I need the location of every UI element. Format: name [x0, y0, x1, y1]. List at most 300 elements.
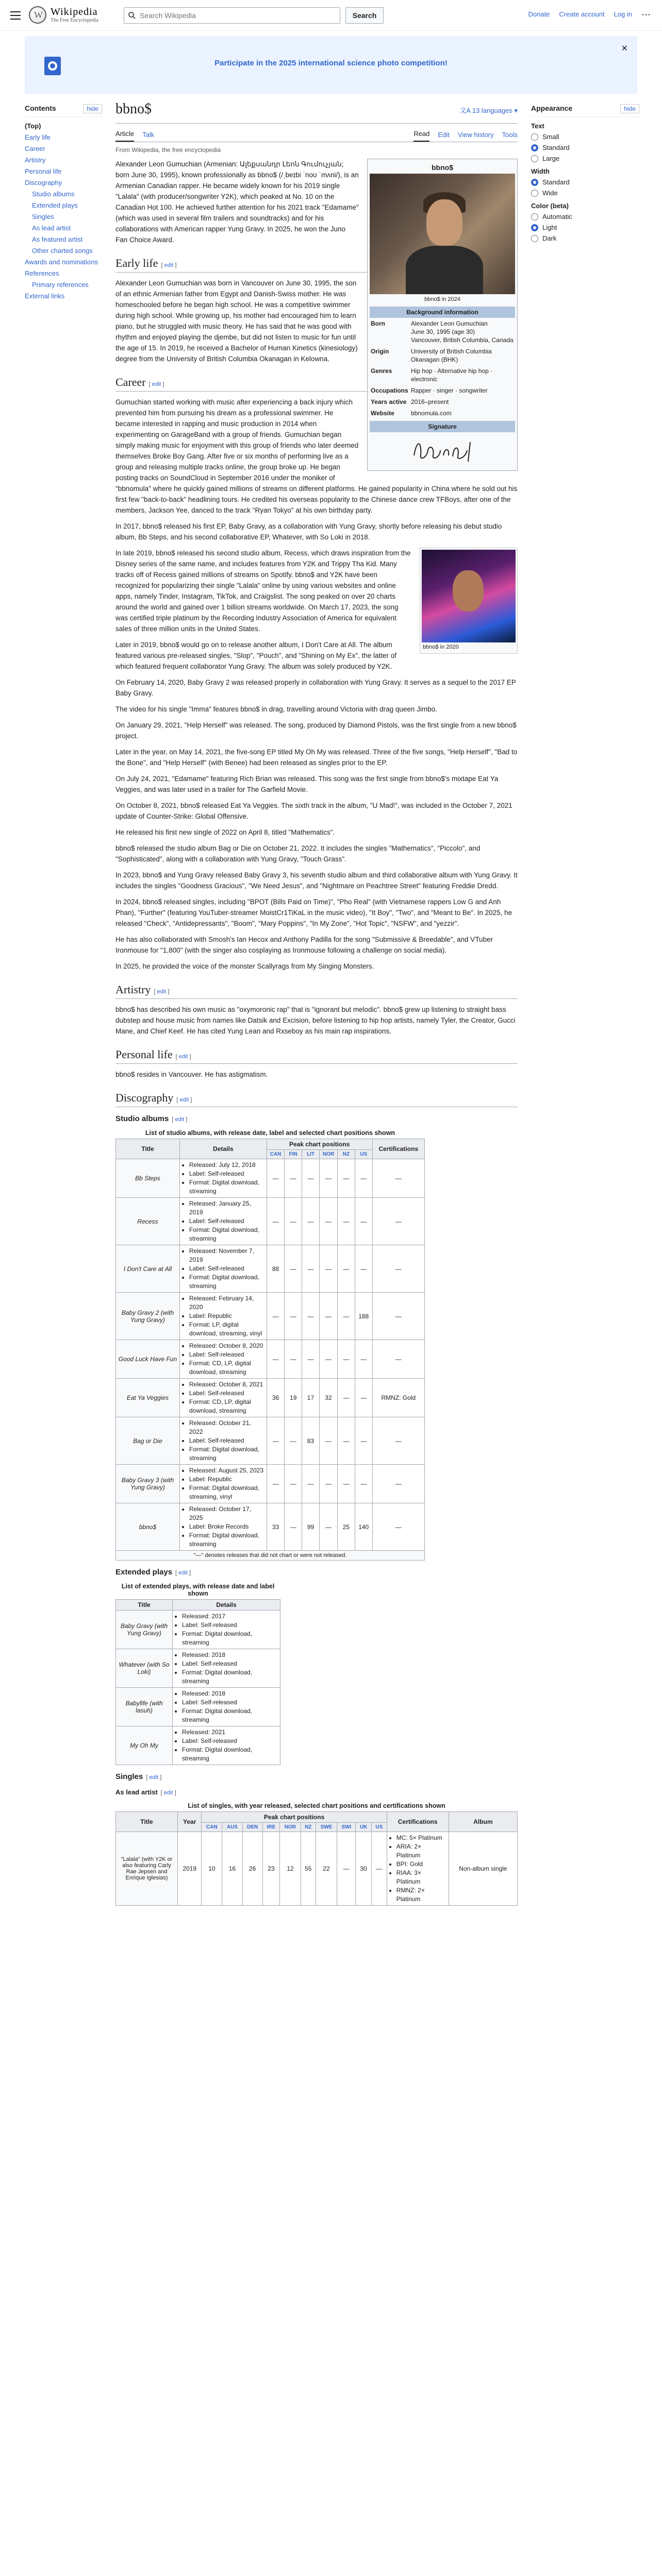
- width-option-standard[interactable]: [531, 178, 639, 186]
- infobox-row: [370, 346, 515, 365]
- chart-col-header[interactable]: CAN: [202, 1823, 222, 1832]
- tab-talk[interactable]: Talk: [142, 131, 155, 139]
- chart-peak: 23: [262, 1832, 279, 1906]
- chart-col-header[interactable]: IRE: [262, 1823, 279, 1832]
- page-tabs: [115, 127, 518, 142]
- table-row: [116, 1465, 425, 1503]
- intro-paragraph: Alexander Leon Gumuchian (Armenian: Ալեքսանդր Լեոն Գումուչյան; born June 30, 1995), known professionally as bbno$ (/ˌbeɪbi ˈnoʊ ˈmʌni/), is an Armenian Canadian rapper. He became widely known for his 2019 single "Lalala" (with producer/songwriter Y2K), which peaked at No. 10 on the Canadian Hot 100. He achieved further attention for his 2021 track "Edamame" (which was used in several film trailers and soundtracks) and for his collaborations with American rapper Yung Gravy. In 2025, he won the Juno Fan Choice Award.: [115, 160, 359, 244]
- radio-icon: [531, 235, 538, 242]
- col-header: Details: [179, 1139, 267, 1159]
- infobox-title: bbno$: [432, 163, 453, 172]
- chart-peak: 25: [338, 1503, 355, 1551]
- toc-item-studio-albums[interactable]: Studio albums: [32, 190, 75, 198]
- chart-peak: —: [267, 1293, 285, 1340]
- early-life-paragraph: Alexander Leon Gumuchian was born in Vancouver on June 30, 1995, the son of an ethnic Armenian father from Egypt and Danish-Swiss mother. He was homeschooled before he began high school. He was a competitive swimmer during high school. While growing up, his mother had encouraged him to learn piano, but he struggled with music theory. He has said that he was good with rhythm and enjoyed playing the djembe, but did not listen to music for fun until the age of 15. In 2019, he received a Bachelor of Human Kinetics (kinesiology) degree from the University of British Columbia Okanagan in Kelowna.: [115, 279, 358, 363]
- edit-link[interactable]: edit: [178, 1570, 188, 1576]
- chart-col-header[interactable]: US: [371, 1823, 387, 1832]
- chart-peak: —: [319, 1465, 337, 1503]
- details-list: [182, 1466, 264, 1501]
- toc-header: [25, 104, 102, 117]
- infobox-value: University of British Columbia Okanagan (BHK): [411, 348, 492, 363]
- color-option-light[interactable]: [531, 224, 639, 231]
- chart-peak: —: [302, 1159, 320, 1198]
- chart-peak: —: [319, 1245, 337, 1293]
- certification: —: [372, 1198, 424, 1245]
- table-row: [116, 1198, 425, 1245]
- details-list: [182, 1505, 264, 1549]
- details-item: • Released: July 12, 2018: [189, 1161, 264, 1170]
- details-list: [182, 1419, 264, 1463]
- career-paragraph: On October 8, 2021, bbno$ released Eat Ya Veggies. The sixth track in the album, "U Mad!", was included in the October 7, 2021 update of Counter-Strike: Global Offensive.: [115, 802, 512, 820]
- heading-singles: Singles[ edit ]: [115, 1772, 518, 1781]
- details-item: • Released: February 14, 2020: [189, 1294, 264, 1312]
- logo-tagline: The Free Encyclopedia: [51, 18, 98, 23]
- from-wikipedia: From Wikipedia, the free encyclopedia: [115, 146, 221, 154]
- single-title[interactable]: "Lalala" (with Y2K or also featuring Carly Rae Jepsen and Enrique Iglesias): [116, 1832, 178, 1906]
- chart-peak: —: [285, 1159, 302, 1198]
- album-title[interactable]: Baby Gravy 3 (with Yung Gravy): [116, 1465, 180, 1503]
- career-paragraph: On July 24, 2021, "Edamame" featuring Rich Brian was released. This song was the first single from bbno$'s mixtape Eat Ya Veggies, and was later used in a trailer for The Garfield Movie.: [115, 775, 499, 793]
- chart-peak: 16: [222, 1832, 242, 1906]
- chart-peak: —: [338, 1159, 355, 1198]
- width-option-wide[interactable]: [531, 189, 639, 197]
- chart-col-header[interactable]: CAN: [267, 1150, 285, 1159]
- table-caption: List of singles, with year released, selected chart positions and certifications shown: [188, 1802, 445, 1809]
- chart-peak: —: [338, 1340, 355, 1379]
- chart-col-header[interactable]: DEN: [242, 1823, 262, 1832]
- table-row: [116, 1340, 425, 1379]
- infobox-label: Genres: [371, 367, 392, 375]
- details-item: • Label: Self-released: [182, 1737, 278, 1745]
- career-paragraph: On February 14, 2020, Baby Gravy 2 was released properly in collaboration with Yung Gravy. It serves as a sequel to the 2017 EP Baby Gravy.: [115, 679, 516, 697]
- color-title: Color (beta): [531, 202, 569, 210]
- chart-peak: —: [302, 1465, 320, 1503]
- details-item: • Released: October 21, 2022: [189, 1419, 264, 1436]
- concert-photo[interactable]: [420, 548, 518, 654]
- details-item: • Released: August 25, 2023: [189, 1466, 264, 1475]
- details-item: • Released: November 7, 2019: [189, 1247, 264, 1264]
- details-item: • RMNZ: 2× Platinum: [396, 1886, 446, 1904]
- details-item: • Released: 2021: [182, 1728, 278, 1737]
- table-row: [116, 1726, 280, 1765]
- chart-peak: —: [285, 1340, 302, 1379]
- infobox-row: [370, 365, 515, 385]
- chart-peak: 188: [355, 1293, 372, 1340]
- tab-view-history[interactable]: View history: [457, 131, 494, 139]
- details-item: • Label: Self-released: [189, 1217, 264, 1226]
- ep-title[interactable]: Baby Gravy (with Yung Gravy): [116, 1611, 173, 1649]
- toc-item-as-lead-artist[interactable]: As lead artist: [32, 224, 71, 232]
- tab-tools[interactable]: Tools: [502, 131, 518, 139]
- page-title: bbno$ 文A 13 languages ▾: [115, 101, 518, 124]
- heading-studio-albums: Studio albums[ edit ]: [115, 1114, 518, 1123]
- chart-peak: —: [355, 1245, 372, 1293]
- toc-item-top[interactable]: (Top): [25, 122, 41, 130]
- globe-icon: [29, 6, 46, 24]
- col-header: Title: [116, 1600, 173, 1611]
- table-row: [116, 1379, 425, 1417]
- details-item: • Released: October 8, 2020: [189, 1342, 264, 1350]
- career-paragraph: In late 2019, bbno$ released his second studio album, Recess, which draws inspiration from the Disney series of the same name, and includes features from Y2K and Trippy Tha Kid. Many tracks off of Recess gained millions of streams on Spotify. bbno$ and Y2K have been recognized for popularizing their single "Lalala" online by using various websites and online apps, namely Tinder, Instagram, TikTok, and Craigslist. The song peaked on over 20 charts around the world and gained over 1 billion streams worldwide. On March 17, 2023, the song was certified triple platinum by the Recording Industry Association of America for equivalent sales of three million units in the United States.: [115, 549, 411, 633]
- chart-col-header[interactable]: US: [355, 1150, 372, 1159]
- details-item: • Label: Broke Records: [189, 1522, 264, 1531]
- close-icon[interactable]: ✕: [621, 44, 628, 53]
- details-item: • MC: 5× Platinum: [396, 1834, 446, 1842]
- chart-peak: —: [355, 1465, 372, 1503]
- album-details: [179, 1379, 267, 1417]
- certification: —: [372, 1417, 424, 1465]
- table-row: [116, 1688, 280, 1726]
- toc-item-early-life[interactable]: Early life: [25, 133, 51, 141]
- chart-col-header[interactable]: SWI: [337, 1823, 356, 1832]
- chart-peak: —: [371, 1832, 387, 1906]
- edit-link[interactable]: edit: [152, 381, 161, 387]
- radio-label: Light: [542, 224, 557, 231]
- table-row: [116, 1503, 425, 1551]
- toc-item-awards-and-nominations[interactable]: Awards and nominations: [25, 258, 98, 266]
- ep-details: [173, 1688, 280, 1726]
- ep-details: [173, 1726, 280, 1765]
- chart-peak: —: [267, 1465, 285, 1503]
- chart-peak: —: [355, 1198, 372, 1245]
- chart-peak: 99: [302, 1503, 320, 1551]
- infobox-value: Rapper · singer · songwriter: [411, 387, 488, 394]
- details-item: • Label: Self-released: [189, 1170, 264, 1178]
- details-list: [182, 1342, 264, 1377]
- width-group: [531, 167, 639, 197]
- table-caption: List of studio albums, with release date, label and selected chart positions shown: [145, 1129, 395, 1137]
- career-paragraph: In 2017, bbno$ released his first EP, Baby Gravy, as a collaboration with Yung Gravy, shortly before releasing his debut studio album, Bb Steps, and his second collaborative EP, Whatever, with So Loki in 2018.: [115, 522, 502, 541]
- chart-peak: —: [319, 1293, 337, 1340]
- radio-label: Standard: [542, 144, 570, 151]
- heading-discography: Discography[ edit ]: [115, 1091, 518, 1107]
- toc-hide-button[interactable]: hide: [83, 104, 102, 113]
- text-size-option-small[interactable]: [531, 133, 639, 141]
- language-button[interactable]: 文A 13 languages ▾: [459, 107, 518, 114]
- album-title[interactable]: bbno$: [116, 1503, 180, 1551]
- chart-peak: —: [267, 1417, 285, 1465]
- chart-peak: 10: [202, 1832, 222, 1906]
- infobox-row: [370, 385, 515, 396]
- career-paragraph: In 2024, bbno$ released singles, including "BPOT (Bills Paid on Time)", "Pho Real" (with Vietnamese rappers Low G and Anh Phan), "Further" (featuring YouTuber-streamer MoistCr1TiKaL in the music video), "It Boy", "Two", and "Meant to Be". In 2025, he released "Check", "Antidepressants", "Boom", "Mary Poppins", "In My Zone", "Hot Topic", "NSFW", and "yezzir".: [115, 898, 512, 927]
- toc-item-primary-references[interactable]: Primary references: [32, 281, 89, 289]
- chart-peak: —: [338, 1417, 355, 1465]
- details-list: [182, 1161, 264, 1196]
- table-row: [116, 1417, 425, 1465]
- wikipedia-logo[interactable]: [29, 6, 98, 24]
- chart-peak: 88: [267, 1245, 285, 1293]
- details-item: • Format: Digital download, streaming: [182, 1745, 278, 1763]
- radio-label: Wide: [542, 189, 558, 197]
- chart-peak: —: [319, 1198, 337, 1245]
- artist-photo[interactable]: [370, 174, 515, 294]
- radio-label: Small: [542, 133, 559, 141]
- col-header: Title: [116, 1139, 180, 1159]
- infobox-label: Origin: [371, 348, 389, 355]
- career-paragraph: He released his first new single of 2022 on April 8, titled "Mathematics".: [115, 828, 335, 836]
- details-item: • Format: Digital download, streaming: [182, 1630, 278, 1647]
- chart-peak: —: [285, 1293, 302, 1340]
- chart-peak: 12: [280, 1832, 301, 1906]
- width-title: Width: [531, 167, 550, 175]
- single-year: 2019: [178, 1832, 202, 1906]
- details-item: • Format: CD, LP, digital download, streaming: [189, 1359, 264, 1377]
- table-row: [116, 1649, 280, 1688]
- ep-title[interactable]: Whatever (with So Loki): [116, 1649, 173, 1688]
- infobox-row: [370, 318, 515, 346]
- career-paragraph: Gumuchian started working with music after experiencing a back injury which prevented him from pursuing his dream as a professional swimmer. He became interested in rapping and music production in 2014 when experimenting on GarageBand with a group of friends. Gumuchian began simply making music for enjoyment with this group of friends who later deemed themselves Broke Boy Gang. After five or six months of performing live as a group and releasing multiple tracks online, the group broke up. He began posting tracks on SoundCloud in September 2016 under the moniker of "bbnomula" where he quickly gained millions of streams on different platforms. He gained popularity in China where he sold out his first few "back-to-back" headlining tours. He credited his overseas popularity to the Chinese dance crew TFBoys, after one of the members, Jackson Yee, danced to the track "Ryan Tokyo" at his own birthday party.: [115, 398, 518, 514]
- text-size-option-large[interactable]: [531, 155, 639, 162]
- artistry-paragraph: bbno$ has described his own music as "oxymoronic rap" that is "ignorant but melodic". bbno$ grew up listening to straight bass dubstep and house music from names like Datsik and Excision, before listening to hip hop artists, namely Tyler, the Creator, Gucci Mane, and Chief Keef. He has cited Yung Lean and Rxseboy as his main rap inspirations.: [115, 1006, 516, 1035]
- album-title[interactable]: Eat Ya Veggies: [116, 1379, 180, 1417]
- chart-col-header[interactable]: NOR: [319, 1150, 337, 1159]
- col-header: Certifications: [372, 1139, 424, 1159]
- table-note: "—" denotes releases that did not chart or were not released.: [116, 1551, 425, 1561]
- details-item: • Format: Digital download, streaming: [189, 1226, 264, 1243]
- toc-item-external-links[interactable]: External links: [25, 292, 65, 300]
- infobox-label: Occupations: [371, 387, 408, 394]
- toc-item-other-charted-songs[interactable]: Other charted songs: [32, 247, 93, 255]
- edit-link[interactable]: edit: [179, 1097, 189, 1103]
- col-header: Peak chart positions: [267, 1139, 372, 1150]
- career-paragraph: In 2023, bbno$ and Yung Gravy released Baby Gravy 3, his seventh studio album and third collaborative album with Yung Gravy. It includes the singles "Goodness Gracious", "We Need Jesus", and "Nightmare on Peachtree Street" featuring Freddie Dredd.: [115, 871, 518, 890]
- search-box[interactable]: [124, 7, 340, 24]
- search-button[interactable]: Search: [345, 7, 384, 24]
- album-title[interactable]: Baby Gravy 2 (with Yung Gravy): [116, 1293, 180, 1340]
- edit-link[interactable]: edit: [175, 1116, 185, 1123]
- chart-peak: —: [302, 1245, 320, 1293]
- details-item: • Released: October 8, 2021: [189, 1380, 264, 1389]
- chart-peak: —: [267, 1159, 285, 1198]
- edit-link[interactable]: edit: [157, 989, 167, 995]
- radio-icon: [531, 155, 538, 162]
- table-of-contents: [25, 104, 102, 302]
- album-title[interactable]: Good Luck Have Fun: [116, 1340, 180, 1379]
- details-item: • Released: 2017: [182, 1612, 278, 1621]
- tab-edit[interactable]: Edit: [438, 131, 450, 139]
- banner-text[interactable]: Participate in the 2025 international science photo competition!: [214, 59, 448, 67]
- log-in-link[interactable]: Log in: [614, 10, 632, 18]
- search-input[interactable]: [140, 11, 340, 20]
- certification: —: [372, 1159, 424, 1198]
- chart-peak: 140: [355, 1503, 372, 1551]
- chart-peak: —: [319, 1159, 337, 1198]
- radio-icon: [531, 213, 538, 221]
- chart-peak: —: [267, 1340, 285, 1379]
- album-title[interactable]: Bb Steps: [116, 1159, 180, 1198]
- details-item: • Label: Self-released: [182, 1698, 278, 1707]
- details-item: • BPI: Gold: [396, 1860, 446, 1869]
- chart-peak: —: [267, 1198, 285, 1245]
- details-item: • Label: Republic: [189, 1312, 264, 1320]
- details-list: [175, 1728, 278, 1763]
- chart-peak: 55: [301, 1832, 316, 1906]
- album-details: [179, 1417, 267, 1465]
- table-row: [116, 1245, 425, 1293]
- edit-link[interactable]: edit: [163, 1790, 173, 1796]
- details-list: [389, 1834, 446, 1904]
- chart-peak: —: [285, 1198, 302, 1245]
- details-list: [182, 1199, 264, 1243]
- certifications: [387, 1832, 449, 1906]
- toc-item-artistry[interactable]: Artistry: [25, 156, 46, 164]
- edit-link[interactable]: edit: [149, 1774, 159, 1781]
- photo-caption: bbno$ in 2024: [424, 296, 460, 302]
- donate-link[interactable]: Donate: [528, 10, 550, 18]
- table-caption: List of extended plays, with release date and label shown: [121, 1583, 275, 1597]
- extended-plays-table: [115, 1581, 280, 1765]
- chart-peak: 30: [356, 1832, 372, 1906]
- radio-label: Dark: [542, 234, 557, 242]
- album-title[interactable]: I Don't Care at All: [116, 1245, 180, 1293]
- edit-link[interactable]: edit: [164, 262, 174, 268]
- chart-col-header[interactable]: UK: [356, 1823, 372, 1832]
- singles-table: [115, 1800, 518, 1906]
- chart-peak: —: [319, 1417, 337, 1465]
- text-size-title: Text: [531, 122, 544, 130]
- album-details: [179, 1159, 267, 1198]
- ep-details: [173, 1611, 280, 1649]
- chart-col-header[interactable]: SWE: [316, 1823, 337, 1832]
- infobox-section: Background information: [370, 307, 515, 318]
- details-list: [182, 1247, 264, 1291]
- chart-peak: —: [302, 1340, 320, 1379]
- chart-col-header[interactable]: AUS: [222, 1823, 242, 1832]
- toc-item-personal-life[interactable]: Personal life: [25, 167, 62, 175]
- col-header: Year: [178, 1812, 202, 1832]
- chart-peak: —: [338, 1379, 355, 1417]
- color-option-automatic[interactable]: [531, 213, 639, 221]
- details-item: • Label: Self-released: [182, 1659, 278, 1668]
- toc-item-as-featured-artist[interactable]: As featured artist: [32, 235, 83, 243]
- details-list: [175, 1689, 278, 1724]
- color-option-dark[interactable]: [531, 234, 639, 242]
- col-header: Peak chart positions: [202, 1812, 387, 1823]
- details-list: [182, 1380, 264, 1415]
- chart-col-header[interactable]: NOR: [280, 1823, 301, 1832]
- infobox-label: Website: [371, 410, 394, 417]
- toc-item-references[interactable]: References: [25, 269, 59, 277]
- col-header: Details: [173, 1600, 280, 1611]
- radio-icon: [531, 179, 538, 186]
- chart-peak: —: [285, 1417, 302, 1465]
- album-details: [179, 1465, 267, 1503]
- details-item: • Format: Digital download, streaming: [189, 1445, 264, 1463]
- radio-label: Standard: [542, 178, 570, 186]
- details-item: • Label: Self-released: [189, 1436, 264, 1445]
- chart-col-header[interactable]: FIN: [285, 1150, 302, 1159]
- infobox-label: Born: [371, 320, 385, 327]
- chart-col-header[interactable]: LIT: [302, 1150, 320, 1159]
- details-item: • RIAA: 3× Platinum: [396, 1869, 446, 1886]
- campaign-banner: [25, 36, 637, 94]
- text-size-group: [531, 122, 639, 162]
- appearance-panel: [531, 104, 639, 245]
- details-item: • Label: Republic: [189, 1475, 264, 1484]
- chart-col-header[interactable]: NZ: [301, 1823, 316, 1832]
- chart-peak: 17: [302, 1379, 320, 1417]
- toc-item-discography[interactable]: Discography: [25, 179, 62, 187]
- chart-peak: —: [338, 1245, 355, 1293]
- article-content: [115, 101, 518, 1912]
- infobox-value: 2016–present: [411, 398, 449, 405]
- chart-peak: 36: [267, 1379, 285, 1417]
- single-album: Non-album single: [449, 1832, 517, 1906]
- toc-item-career[interactable]: Career: [25, 145, 45, 152]
- details-list: [175, 1651, 278, 1686]
- chart-peak: —: [319, 1503, 337, 1551]
- chart-peak: 32: [319, 1379, 337, 1417]
- tab-read[interactable]: Read: [413, 130, 429, 142]
- details-item: • Format: LP, digital download, streaming, vinyl: [189, 1320, 264, 1338]
- more-options-icon[interactable]: ⋯: [641, 9, 651, 20]
- infobox-row: [370, 408, 515, 419]
- chart-peak: —: [338, 1293, 355, 1340]
- details-list: [182, 1294, 264, 1338]
- ep-title[interactable]: Babyfife (with lasuh): [116, 1688, 173, 1726]
- table-row: [116, 1293, 425, 1340]
- text-size-option-standard[interactable]: [531, 144, 639, 151]
- infobox-label: Years active: [371, 398, 407, 405]
- album-title[interactable]: Recess: [116, 1198, 180, 1245]
- details-list: [175, 1612, 278, 1647]
- toc-item-extended-plays[interactable]: Extended plays: [32, 201, 78, 209]
- career-paragraph: bbno$ released the studio album Bag or Die on October 21, 2022. It includes the singles "Mathematics", "Piccolo", and "Sophisticated", along with a collaboration with Yung Gravy, "Touch Grass".: [115, 844, 481, 863]
- details-item: • Label: Self-released: [189, 1350, 264, 1359]
- chart-peak: —: [355, 1340, 372, 1379]
- create-account-link[interactable]: Create account: [559, 10, 605, 18]
- certification: —: [372, 1245, 424, 1293]
- career-paragraph: On January 29, 2021, "Help Herself" was released. The song, produced by Diamond Pistols, was the first single from a new bbno$ project.: [115, 721, 517, 740]
- chart-peak: —: [338, 1198, 355, 1245]
- col-header: Title: [116, 1812, 178, 1832]
- infobox-value: bbnomula.com: [411, 410, 452, 417]
- infobox-value: Hip hop · Alternative hip hop · electronic: [411, 367, 493, 383]
- certification: —: [372, 1293, 424, 1340]
- signature-image: [370, 432, 515, 468]
- infobox: [367, 159, 518, 471]
- radio-icon: [531, 144, 538, 151]
- radio-label: Large: [542, 155, 560, 162]
- tab-article[interactable]: Article: [115, 130, 134, 142]
- heading-extended-plays: Extended plays[ edit ]: [115, 1568, 518, 1577]
- edit-link[interactable]: edit: [178, 1054, 188, 1060]
- album-details: [179, 1245, 267, 1293]
- personal-paragraph: bbno$ resides in Vancouver. He has astigmatism.: [115, 1071, 268, 1078]
- album-title[interactable]: Bag or Die: [116, 1417, 180, 1465]
- main-menu-button[interactable]: [9, 9, 22, 22]
- chart-peak: —: [285, 1465, 302, 1503]
- infobox-row: [370, 396, 515, 408]
- appearance-hide-button[interactable]: hide: [620, 104, 639, 113]
- chart-peak: —: [302, 1198, 320, 1245]
- radio-label: Automatic: [542, 213, 572, 221]
- chart-peak: 33: [267, 1503, 285, 1551]
- details-item: • Label: Self-released: [189, 1389, 264, 1398]
- details-item: • Format: Digital download, streaming: [189, 1273, 264, 1291]
- ep-details: [173, 1649, 280, 1688]
- details-item: • Format: Digital download, streaming, vinyl: [189, 1484, 264, 1501]
- concert-photo-caption: bbno$ in 2020: [423, 644, 459, 650]
- details-item: • Label: Self-released: [182, 1621, 278, 1630]
- table-row: [116, 1832, 518, 1906]
- chart-peak: —: [302, 1293, 320, 1340]
- radio-icon: [531, 133, 538, 141]
- details-item: • ARIA: 2× Platinum: [396, 1842, 446, 1860]
- ep-title[interactable]: My Oh My: [116, 1726, 173, 1765]
- chart-col-header[interactable]: NZ: [338, 1150, 355, 1159]
- toc-item-singles[interactable]: Singles: [32, 213, 54, 221]
